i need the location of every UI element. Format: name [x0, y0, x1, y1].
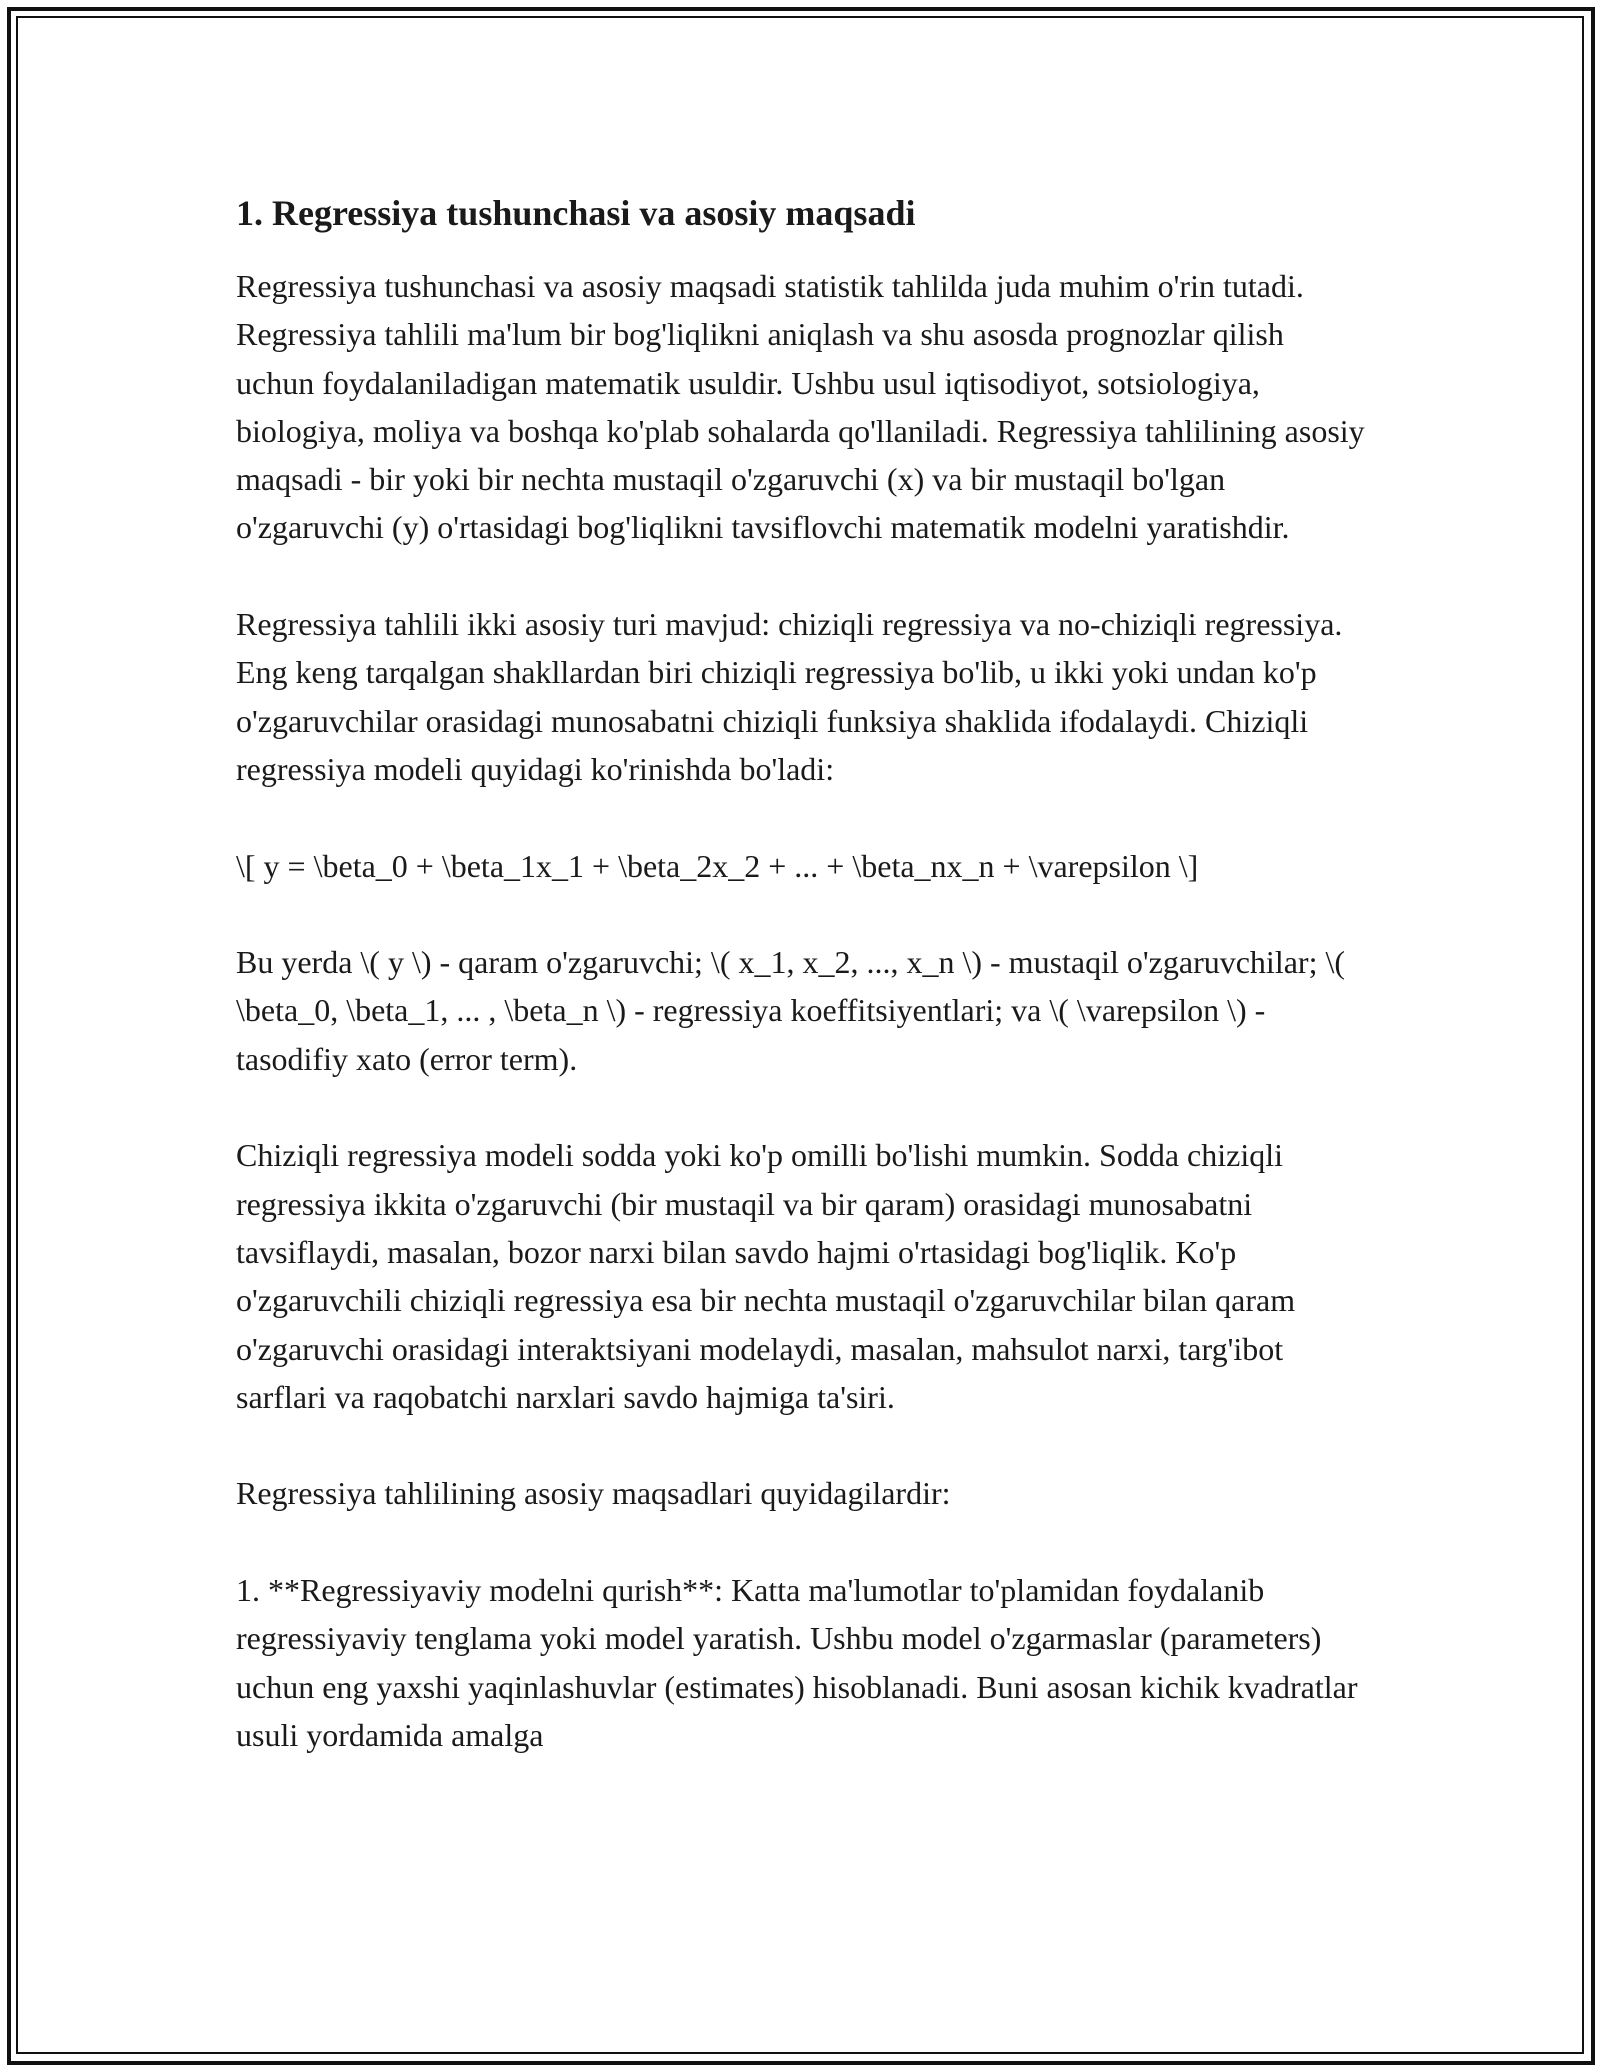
paragraph-formula: \[ y = \beta_0 + \beta_1x_1 + \beta_2x_2 + ... + \beta_nx_n + \varepsilon \] [236, 847, 1199, 884]
paragraph-goals-intro: Regressiya tahlilining asosiy maqsadlari quyidagilardir: [236, 1475, 951, 1512]
paragraph-variables: Bu yerda \( y \) - qaram o'zgaruvchi; \( x_1, x_2, ..., x_n \) - mustaqil o'zgaruvchilar; \( \beta_0, \beta_1, ... , \beta_n \) - regressiya koeffitsiyentlari; va \( \varepsilon \) - tasodifiy xato (error term). [236, 944, 1345, 1077]
paragraph-goal-1: 1. **Regressiyaviy modelni qurish**: Katta ma'lumotlar to'plamidan foydalanib regressiyaviy tenglama yoki model yaratish. Ushbu model o'zgarmaslar (parameters) uchun eng yaxshi yaqinlashuvlar (estimates) hisoblanadi. Buni asosan kichik kvadratlar usuli yordamida amalga [236, 1572, 1358, 1753]
paragraph-types: Regressiya tahlili ikki asosiy turi mavjud: chiziqli regressiya va no-chiziqli regressiya. Eng keng tarqalgan shakllardan biri chiziqli regressiya bo'lib, u ikki yoki undan ko'p o'zgaruvchilar orasidagi munosabatni chiziqli funksiya shaklida ifodalaydi. Chiziqli regressiya modeli quyidagi ko'rinishda bo'ladi: [236, 606, 1343, 787]
paragraph-intro: Regressiya tushunchasi va asosiy maqsadi statistik tahlilda juda muhim o'rin tutadi. Regressiya tahlili ma'lum bir bog'liqlikni aniqlash va shu asosda prognozlar qilish uchun foydalaniladigan matematik usuldir. Ushbu usul iqtisodiyot, sotsiologiya, biologiya, moliya va boshqa ko'plab sohalarda qo'llaniladi. Regressiya tahlilining asosiy maqsadi - bir yoki bir nechta mustaqil o'zgaruvchi (x) va bir mustaqil bo'lgan o'zgaruvchi (y) o'rtasidagi bog'liqlikni tavsiflovchi matematik modelni yaratishdir. [236, 268, 1365, 546]
section-heading: 1. Regressiya tushunchasi va asosiy maqsadi [236, 193, 916, 233]
paragraph-simple-multiple: Chiziqli regressiya modeli sodda yoki ko'p omilli bo'lishi mumkin. Sodda chiziqli regressiya ikkita o'zgaruvchi (bir mustaqil va bir qaram) orasidagi munosabatni tavsiflaydi, masalan, bozor narxi bilan savdo hajmi o'rtasidagi bog'liqlik. Ko'p o'zgaruvchili chiziqli regressiya esa bir nechta mustaqil o'zgaruvchilar bilan qaram o'zgaruvchi orasidagi interaktsiyani modelaydi, masalan, mahsulot narxi, targ'ibot sarflari va raqobatchi narxlari savdo hajmiga ta'siri. [236, 1137, 1296, 1415]
document-body [236, 188, 1366, 1759]
